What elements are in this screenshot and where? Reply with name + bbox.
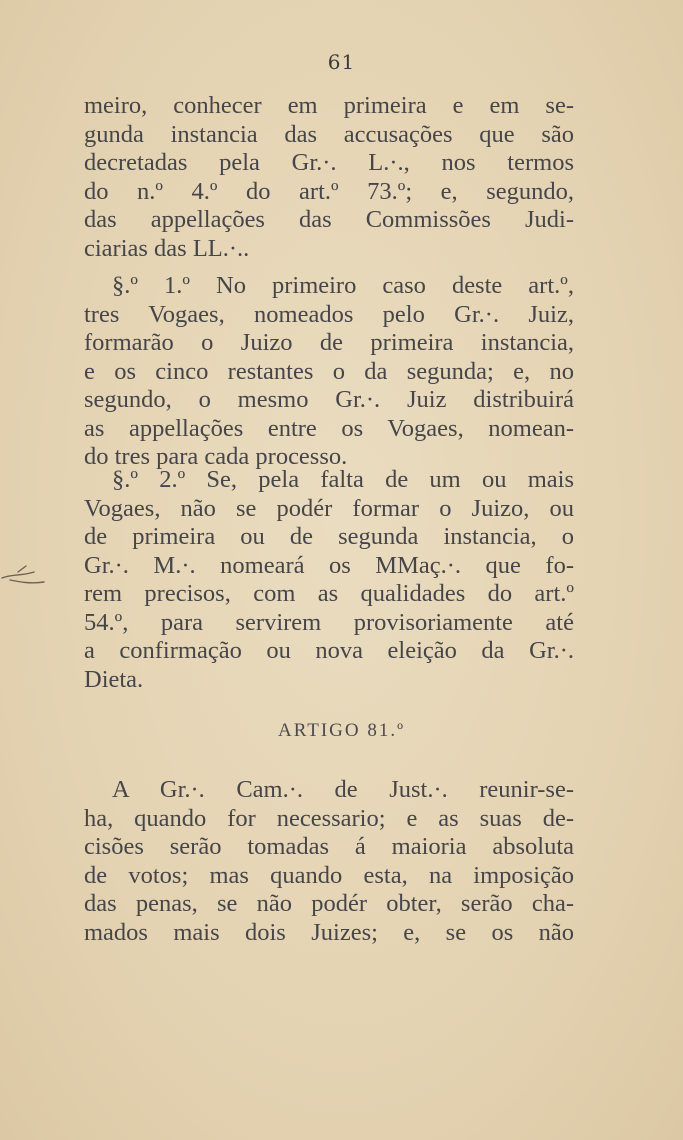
text-line: a confirmação ou nova eleição da Gr.·.: [84, 637, 574, 664]
text-line: de primeira ou de segunda instancia, o: [84, 523, 574, 550]
text-line: rem precisos, com as qualidades do art.º: [84, 580, 574, 607]
text-line: meiro, conhecer em primeira e em se-: [84, 92, 574, 119]
article-body: [84, 776, 574, 947]
text-line: cisões serão tomadas á maioria absoluta: [84, 833, 574, 860]
paragraph-continuation: [84, 92, 574, 263]
text-line: de votos; mas quando esta, na imposição: [84, 861, 574, 889]
text-line: tres Vogaes, nomeados pelo Gr.·. Juiz,: [84, 300, 574, 328]
text-line: §.º 1.º No primeiro caso deste art.º,: [112, 272, 574, 299]
text-line: do tres para cada processo.: [84, 443, 348, 470]
text-line: das appellações das Commissões Judi-: [84, 206, 574, 233]
text-line: 54.º, para servirem provisoriamente até: [84, 608, 574, 636]
text-line: formarão o Juizo de primeira instancia,: [84, 329, 574, 356]
paragraph-section-2: [84, 466, 574, 694]
page-number: 61: [327, 50, 356, 74]
text-line: A Gr.·. Cam.·. de Just.·. reunir-se-: [112, 776, 574, 803]
paragraph-section-1: [84, 272, 574, 472]
text-line: mados mais dois Juizes; e, se os não: [84, 918, 574, 946]
text-line: gunda instancia das accusações que são: [84, 120, 574, 148]
text-line: Gr.·. M.·. nomeará os MMaç.·. que fo-: [84, 551, 574, 579]
text-line: ciarias das LL.·..: [84, 234, 250, 262]
text-line: Dieta.: [84, 665, 144, 693]
text-line: das penas, se não podér obter, serão cha-: [84, 890, 574, 917]
text-line: decretadas pela Gr.·. L.·., nos termos: [84, 149, 574, 176]
text-line: ha, quando for necessario; e as suas de-: [84, 804, 574, 832]
text-line: as appellações entre os Vogaes, nomean-: [84, 414, 574, 442]
text-line: Vogaes, não se podér formar o Juizo, ou: [84, 494, 574, 522]
text-line: segundo, o mesmo Gr.·. Juiz distribuirá: [84, 386, 574, 413]
text-line: §.º 2.º Se, pela falta de um ou mais: [112, 466, 574, 493]
article-heading: ARTIGO 81.º: [277, 720, 406, 741]
margin-pencil-mark-icon: [0, 560, 60, 590]
text-line: do n.º 4.º do art.º 73.º; e, segundo,: [84, 177, 574, 205]
text-line: e os cinco restantes o da segunda; e, no: [84, 357, 574, 385]
